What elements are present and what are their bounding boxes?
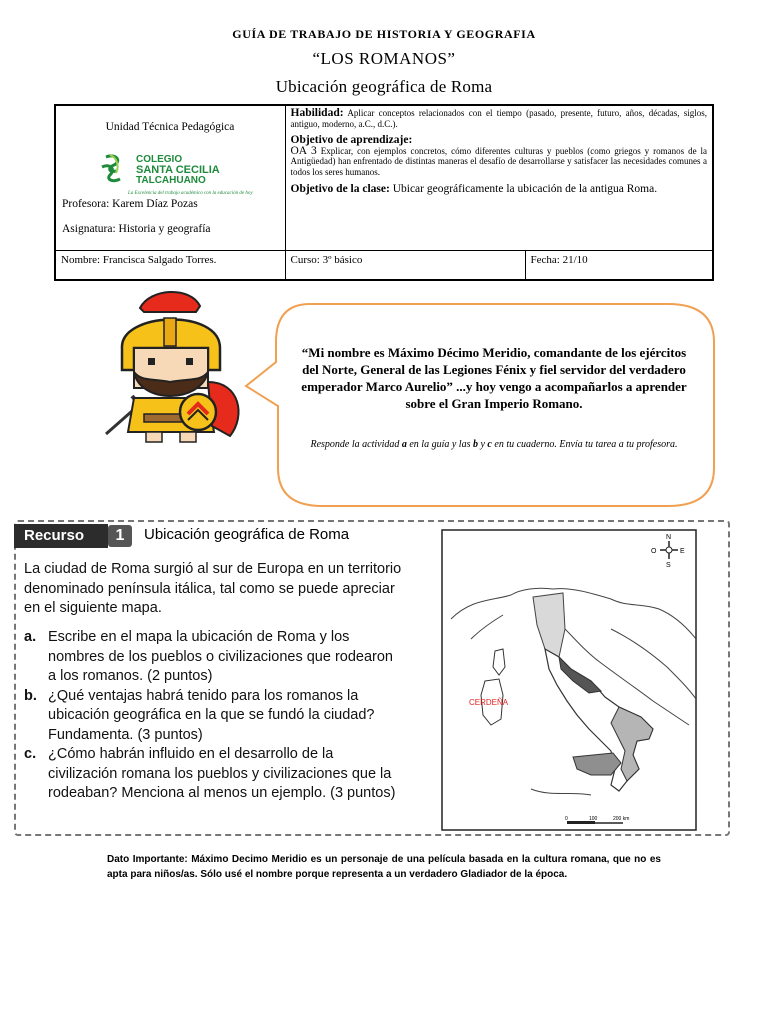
- italy-map: [441, 529, 697, 831]
- question-b: b. ¿Qué ventajas habrá tenido para los romanos la ubicación geográfica en la que se fundó la ciudad? Fundamenta. (3 puntos): [24, 687, 375, 743]
- teacher-name: Profesora: Karem Díaz Pozas: [62, 198, 198, 210]
- subject-name: Asignatura: Historia y geografía: [62, 223, 211, 235]
- oa-text: Explicar, con ejemplos concretos, cómo diferentes culturas y pueblos (como griegos y romanos de la Antigüedad) han enfrentado de distintas maneras el desafío de desarrollarse y satisfacer las necesidades comunes a todos los seres humanos.: [290, 145, 708, 177]
- unit-label: Unidad Técnica Pedagógica: [105, 121, 235, 133]
- question-a: a. Escribe en el mapa la ubicación de Roma y los nombres de los pueblos o civilizaciones que rodearon a los romanos. (2 puntos): [24, 629, 393, 684]
- grade: Curso: 3º básico: [285, 250, 525, 280]
- svg-text:N: N: [666, 534, 672, 541]
- resource-intro: La ciudad de Roma surgió al sur de Europa en un territorio denominado península itálica, tal como se puede apreciar en el siguiente mapa.: [24, 561, 402, 616]
- svg-text:100: 100: [589, 816, 598, 822]
- class-objective-block: Objetivo de la clase: Ubicar geográficamente la ubicación de la antigua Roma.: [290, 183, 658, 195]
- guide-title: GUÍA DE TRABAJO DE HISTORIA Y GEOGRAFIA: [232, 27, 536, 41]
- info-table: [54, 104, 714, 281]
- objectives-cell: [285, 105, 713, 250]
- logo-tagline: La Excelencia del trabajo académico con la educación de hoy: [128, 191, 253, 196]
- instructions-note: Responde la actividad a en la guía y las b y c en tu cuaderno. Envía tu tarea a tu profesora.: [310, 439, 678, 450]
- resource-label: Recurso: [14, 524, 108, 548]
- school-cell: [55, 105, 285, 250]
- logo-line2: SANTA CECILIA: [136, 164, 220, 176]
- unit-title: “LOS ROMANOS”: [312, 49, 456, 68]
- school-logo: [100, 151, 265, 197]
- svg-text:0: 0: [565, 816, 568, 822]
- question-c: c. ¿Cómo habrán influido en el desarrollo de la civilización romana los pueblos y civilizaciones que la rodeaban? Menciona al menos un ejemplo. (3 puntos): [24, 746, 396, 801]
- lesson-title: Ubicación geográfica de Roma: [275, 77, 493, 96]
- svg-text:S: S: [666, 562, 671, 569]
- date: Fecha: 21/10: [525, 250, 713, 280]
- sardinia-label: CERDEÑA: [469, 698, 509, 707]
- oa-code: OA 3: [290, 144, 317, 157]
- question-list: [24, 628, 404, 804]
- logo-line1: COLEGIO: [136, 154, 183, 165]
- habilidad-block: Habilidad: Aplicar conceptos relacionados con el tiempo (pasado, presente, futuro, años, décadas, siglos, antiguo, moderno, a.C., d.C.).: [290, 107, 708, 129]
- svg-text:200 km: 200 km: [613, 816, 630, 822]
- oa-block: Objetivo de aprendizaje: OA 3 Explicar, con ejemplos concretos, cómo diferentes culturas y pueblos (como griegos y romanos de la Antigüedad) han enfrentado de distintas maneras el desafío de desarrollarse y satisfacer las necesidades comunes a todos los seres humanos.: [290, 134, 708, 177]
- resource-number: 1: [108, 525, 132, 547]
- student-name: Nombre: Francisca Salgado Torres.: [55, 250, 285, 280]
- gladiator-illustration: [100, 286, 260, 444]
- resource-title: Ubicación geográfica de Roma: [144, 526, 350, 543]
- class-objective-text: Ubicar geográficamente la ubicación de la antigua Roma.: [392, 183, 658, 195]
- gladiator-quote: “Mi nombre es Máximo Décimo Meridio, comandante de los ejércitos del Norte, General de las Legiones Fénix y fiel servidor del verdadero emperador Marco Aurelio” ...y hoy vengo a acompañarlos a aprender sobre el Gran Imperio Romano.: [301, 345, 687, 411]
- svg-text:O: O: [651, 548, 657, 555]
- important-note: Dato Importante: Máximo Decimo Meridio es un personaje de una película basada en la cultura romana, que no es apta para niños/as. Sólo usé el nombre porque representa a un verdadero Gladiador de la época.: [107, 854, 661, 880]
- logo-line3: TALCAHUANO: [136, 175, 206, 186]
- svg-text:E: E: [680, 548, 685, 555]
- habilidad-text: Aplicar conceptos relacionados con el tiempo (pasado, presente, futuro, años, décadas, siglos, antiguo, moderno, a.C., d.C.).: [290, 108, 708, 129]
